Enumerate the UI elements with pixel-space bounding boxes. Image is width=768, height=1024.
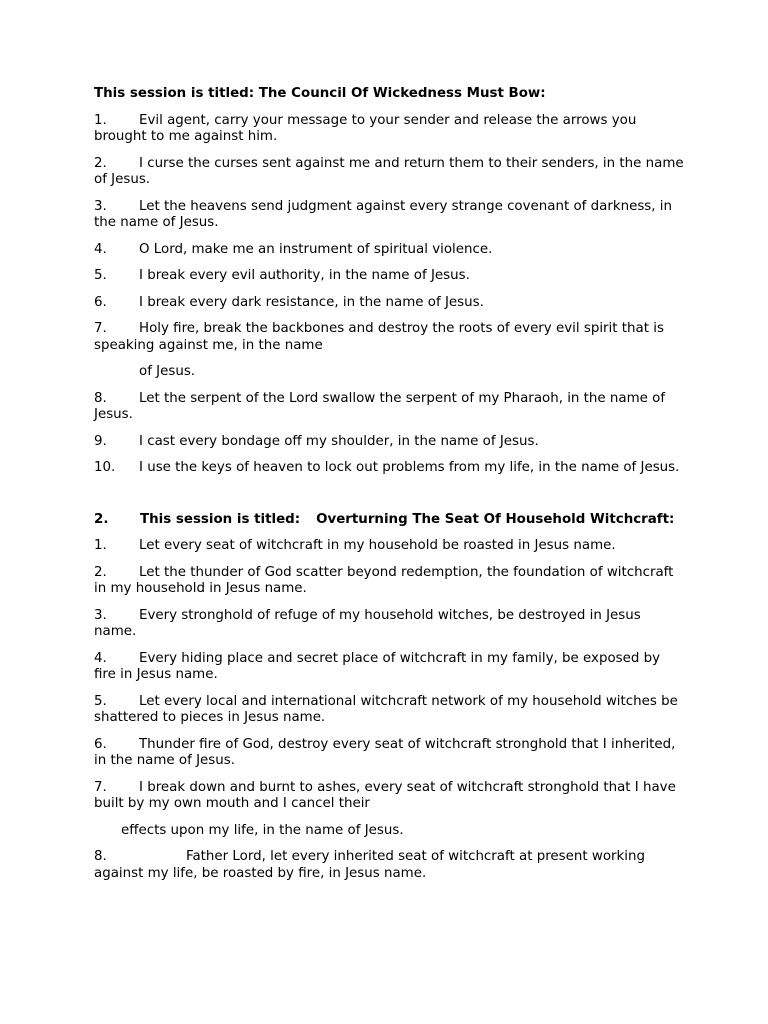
item-number: 9. xyxy=(94,433,107,449)
item-text: Evil agent, carry your message to your sender and release the arrows you brought to me against him. xyxy=(94,112,637,144)
item-number: 6. xyxy=(94,294,107,310)
list-item xyxy=(94,651,684,684)
section-spacer xyxy=(94,487,684,512)
item-number: 1. xyxy=(94,112,107,128)
item-text: I break down and burnt to ashes, every seat of witchcraft stronghold that I have built by my own mouth and I cancel their xyxy=(94,779,676,811)
item-number: 10. xyxy=(94,460,116,475)
item-number: 5. xyxy=(94,268,107,283)
item-number: 2. xyxy=(94,564,107,580)
section-1-heading: This session is titled: The Council Of Wickedness Must Bow: xyxy=(94,86,546,101)
section-label: This session is titled: xyxy=(140,511,301,527)
item-number: 6. xyxy=(94,736,107,752)
item-text: Let the heavens send judgment against every strange covenant of darkness, in the name of Jesus. xyxy=(94,198,672,230)
item-number: 4. xyxy=(94,650,107,666)
item-text: Thunder fire of God, destroy every seat of witchcraft stronghold that I inherited, in the name of Jesus. xyxy=(94,736,676,768)
list-item xyxy=(94,565,684,598)
list-item xyxy=(94,434,684,451)
document-page xyxy=(94,86,684,892)
item-text: Let every seat of witchcraft in my household be roasted in Jesus name. xyxy=(139,538,616,553)
item-text: I cast every bondage off my shoulder, in the name of Jesus. xyxy=(139,433,539,449)
list-item xyxy=(94,694,684,727)
list-item xyxy=(94,460,684,477)
item-text: Every hiding place and secret place of witchcraft in my family, be exposed by fire in Jesus name. xyxy=(94,650,661,682)
section-2-heading xyxy=(94,512,684,529)
list-item xyxy=(94,849,684,882)
item-number: 4. xyxy=(94,241,107,257)
list-item xyxy=(94,538,684,555)
item-number: 3. xyxy=(94,607,107,623)
item-text: Every stronghold of refuge of my household witches, be destroyed in Jesus name. xyxy=(94,607,641,639)
list-item xyxy=(94,737,684,770)
item-continuation: effects upon my life, in the name of Jesus. xyxy=(121,822,404,838)
section-number: 2. xyxy=(94,511,109,527)
item-continuation: of Jesus. xyxy=(139,364,196,379)
list-item xyxy=(94,242,684,259)
item-text: Let the thunder of God scatter beyond redemption, the foundation of witchcraft in my household in Jesus name. xyxy=(94,564,674,596)
list-item xyxy=(94,199,684,232)
list-item xyxy=(94,780,684,813)
item-text: O Lord, make me an instrument of spiritual violence. xyxy=(139,241,493,257)
list-item xyxy=(94,295,684,312)
item-text: I break every dark resistance, in the name of Jesus. xyxy=(139,294,484,310)
item-text: I use the keys of heaven to lock out problems from my life, in the name of Jesus. xyxy=(139,460,680,475)
item-number: 5. xyxy=(94,693,107,709)
list-item xyxy=(94,113,684,146)
section-title: Overturning The Seat Of Household Witchcraft: xyxy=(316,511,675,527)
list-item xyxy=(94,268,684,285)
item-number: 7. xyxy=(94,321,107,336)
item-number: 3. xyxy=(94,198,107,214)
item-text: Holy fire, break the backbones and destroy the roots of every evil spirit that is speaking against me, in the name xyxy=(94,321,664,353)
item-text: Let the serpent of the Lord swallow the serpent of my Pharaoh, in the name of Jesus. xyxy=(94,390,666,422)
item-number: 8. xyxy=(94,849,107,864)
list-item xyxy=(94,156,684,189)
list-item xyxy=(94,608,684,641)
list-item xyxy=(94,391,684,424)
item-number: 8. xyxy=(94,390,107,406)
item-number: 7. xyxy=(94,779,107,795)
item-text: I break every evil authority, in the name of Jesus. xyxy=(139,268,470,283)
item-text: I curse the curses sent against me and return them to their senders, in the name of Jesus. xyxy=(94,155,684,187)
item-text: Let every local and international witchcraft network of my household witches be shattered to pieces in Jesus name. xyxy=(94,693,678,725)
item-number: 2. xyxy=(94,155,107,171)
item-text: Father Lord, let every inherited seat of witchcraft at present working against my life, be roasted by fire, in Jesus name. xyxy=(94,849,645,881)
item-number: 1. xyxy=(94,538,107,553)
list-item xyxy=(94,321,684,354)
